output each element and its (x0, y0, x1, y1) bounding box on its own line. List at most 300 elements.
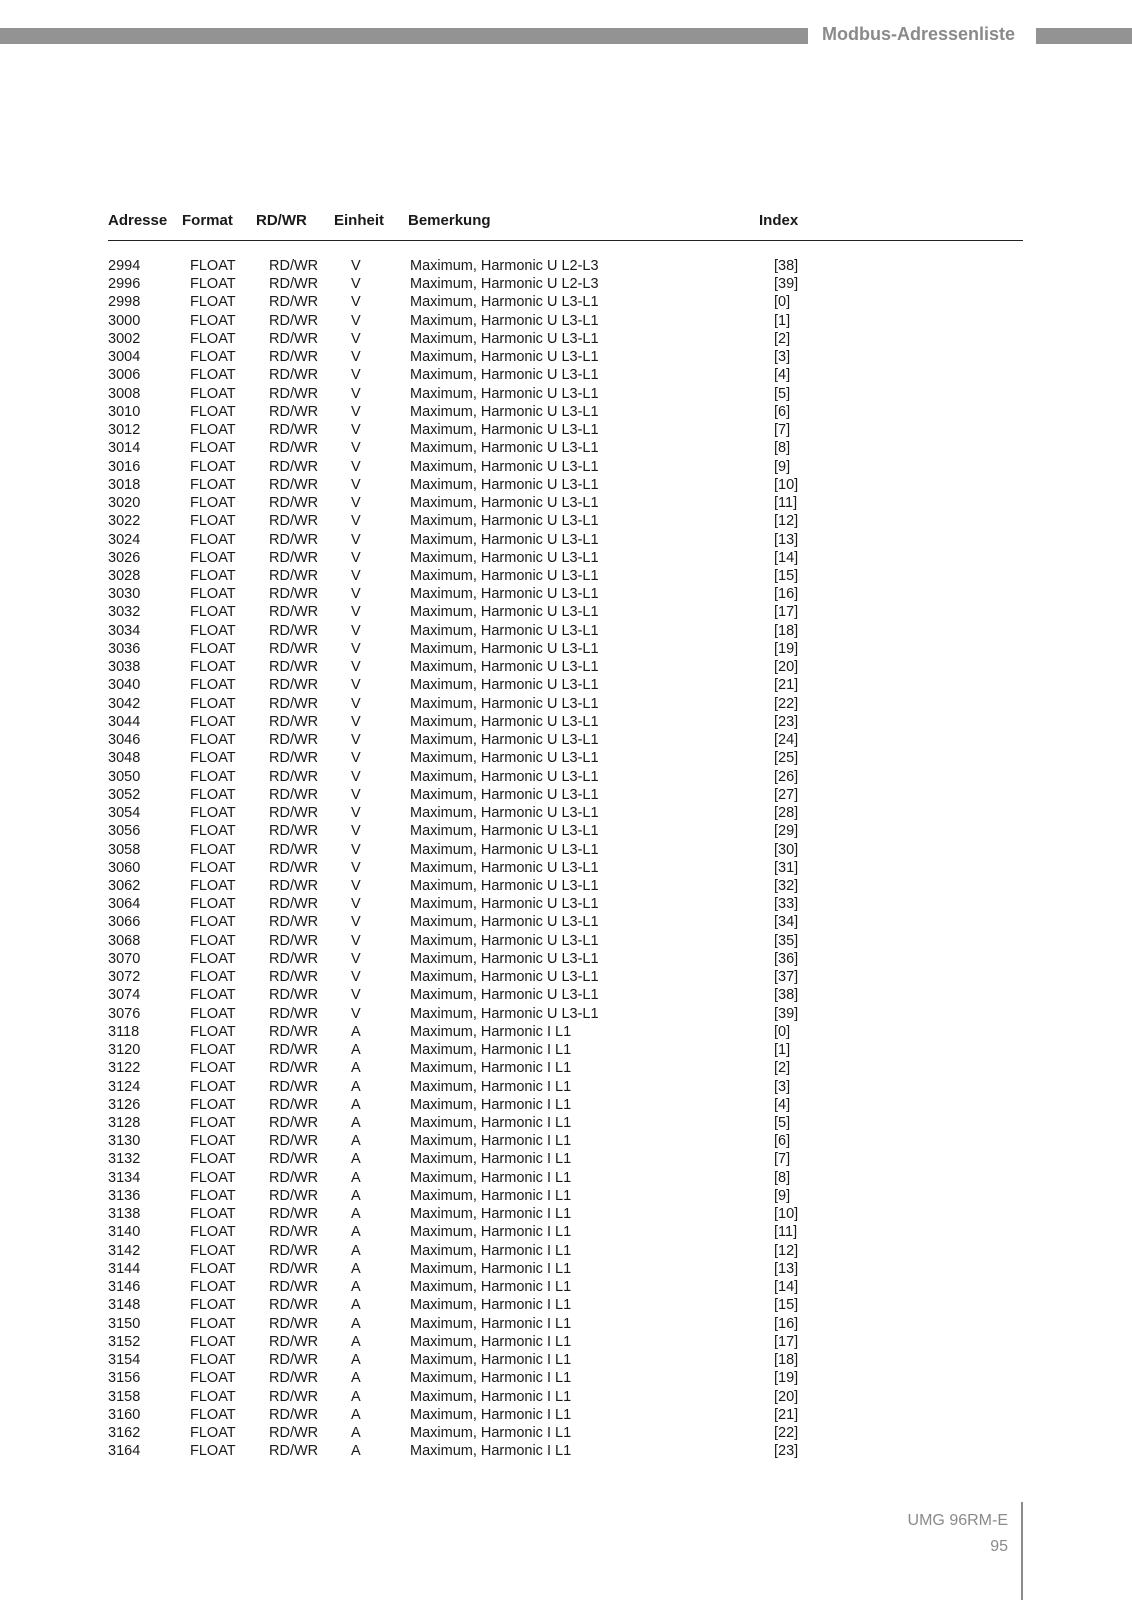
remark-cell: Maximum, Harmonic U L3-L1 (410, 513, 599, 530)
access-cell: RD/WR (269, 458, 319, 475)
access-cell: RD/WR (269, 1315, 319, 1332)
remark-cell: Maximum, Harmonic U L3-L1 (410, 403, 599, 420)
address-cell: 3044 (108, 713, 141, 730)
remark-cell: Maximum, Harmonic I L1 (410, 1279, 572, 1296)
index-cell: [1] (774, 312, 791, 329)
remark-cell: Maximum, Harmonic U L2-L3 (410, 258, 599, 274)
unit-cell: V (351, 987, 361, 1004)
unit-cell: V (351, 805, 361, 822)
remark-cell: Maximum, Harmonic U L3-L1 (410, 531, 599, 548)
unit-cell: V (351, 695, 361, 712)
address-cell: 3006 (108, 367, 141, 384)
format-cell: FLOAT (190, 1260, 236, 1277)
format-cell: FLOAT (190, 841, 236, 858)
remark-cell: Maximum, Harmonic I L1 (410, 1133, 572, 1150)
index-cell: [25] (774, 750, 799, 767)
unit-cell: A (351, 1224, 361, 1241)
access-cell: RD/WR (269, 1078, 319, 1095)
column-header-remark: Bemerkung (408, 212, 491, 229)
address-cell: 3164 (108, 1443, 141, 1460)
table-row (108, 1132, 1022, 1150)
format-cell: FLOAT (190, 567, 236, 584)
index-cell: [39] (774, 276, 799, 293)
address-cell: 3066 (108, 914, 141, 931)
index-cell: [22] (774, 695, 799, 712)
table-row (108, 1078, 1022, 1096)
access-cell: RD/WR (269, 950, 319, 967)
index-cell: [11] (774, 495, 798, 512)
format-cell: FLOAT (190, 969, 236, 986)
remark-cell: Maximum, Harmonic U L3-L1 (410, 367, 599, 384)
header-rule (108, 240, 1023, 241)
index-cell: [19] (774, 640, 799, 657)
access-cell: RD/WR (269, 258, 319, 274)
unit-cell: V (351, 932, 361, 949)
format-cell: FLOAT (190, 622, 236, 639)
remark-cell: Maximum, Harmonic U L3-L1 (410, 768, 599, 785)
unit-cell: V (351, 276, 361, 293)
table-row (108, 458, 1022, 476)
remark-cell: Maximum, Harmonic U L3-L1 (410, 622, 599, 639)
format-cell: FLOAT (190, 1206, 236, 1223)
remark-cell: Maximum, Harmonic U L3-L1 (410, 823, 599, 840)
unit-cell: A (351, 1078, 361, 1095)
access-cell: RD/WR (269, 1333, 319, 1350)
address-cell: 3052 (108, 786, 141, 803)
format-cell: FLOAT (190, 677, 236, 694)
table-row (108, 950, 1022, 968)
format-cell: FLOAT (190, 549, 236, 566)
table-row (108, 494, 1022, 512)
index-cell: [17] (774, 1333, 799, 1350)
access-cell: RD/WR (269, 1060, 319, 1077)
index-cell: [14] (774, 1279, 799, 1296)
unit-cell: V (351, 750, 361, 767)
address-cell: 3152 (108, 1333, 141, 1350)
index-cell: [8] (774, 1169, 791, 1186)
address-cell: 3150 (108, 1315, 141, 1332)
access-cell: RD/WR (269, 713, 319, 730)
table-row (108, 1351, 1022, 1369)
table-header (108, 212, 1022, 240)
table-row (108, 1096, 1022, 1114)
address-cell: 3038 (108, 659, 141, 676)
table-row (108, 1150, 1022, 1168)
access-cell: RD/WR (269, 495, 319, 512)
table-row (108, 403, 1022, 421)
index-cell: [5] (774, 1115, 791, 1132)
unit-cell: V (351, 385, 361, 402)
address-cell: 3034 (108, 622, 141, 639)
table-row (108, 841, 1022, 859)
remark-cell: Maximum, Harmonic I L1 (410, 1169, 572, 1186)
index-cell: [18] (774, 622, 799, 639)
table-row (108, 1424, 1022, 1442)
access-cell: RD/WR (269, 695, 319, 712)
table-row (108, 622, 1022, 640)
address-cell: 3158 (108, 1388, 141, 1405)
address-cell: 3002 (108, 330, 141, 347)
column-header-access: RD/WR (256, 212, 307, 229)
table-row (108, 1023, 1022, 1041)
unit-cell: A (351, 1133, 361, 1150)
unit-cell: V (351, 914, 361, 931)
unit-cell: V (351, 367, 361, 384)
address-cell: 3148 (108, 1297, 141, 1314)
access-cell: RD/WR (269, 1388, 319, 1405)
unit-cell: V (351, 622, 361, 639)
address-cell: 3014 (108, 440, 141, 457)
unit-cell: A (351, 1260, 361, 1277)
address-cell: 2994 (108, 258, 141, 274)
format-cell: FLOAT (190, 823, 236, 840)
format-cell: FLOAT (190, 932, 236, 949)
format-cell: FLOAT (190, 1169, 236, 1186)
index-cell: [6] (774, 403, 791, 420)
access-cell: RD/WR (269, 422, 319, 439)
index-cell: [23] (774, 1443, 799, 1460)
index-cell: [35] (774, 932, 799, 949)
access-cell: RD/WR (269, 403, 319, 420)
format-cell: FLOAT (190, 1023, 236, 1040)
unit-cell: V (351, 567, 361, 584)
access-cell: RD/WR (269, 349, 319, 366)
access-cell: RD/WR (269, 549, 319, 566)
access-cell: RD/WR (269, 1443, 319, 1460)
address-cell: 3136 (108, 1187, 141, 1204)
address-cell: 3022 (108, 513, 141, 530)
format-cell: FLOAT (190, 786, 236, 803)
access-cell: RD/WR (269, 1096, 319, 1113)
address-cell: 3046 (108, 732, 141, 749)
access-cell: RD/WR (269, 1169, 319, 1186)
table-row (108, 1114, 1022, 1132)
table-body (108, 257, 1022, 1460)
unit-cell: V (351, 549, 361, 566)
remark-cell: Maximum, Harmonic U L3-L1 (410, 330, 599, 347)
address-cell: 3008 (108, 385, 141, 402)
index-cell: [13] (774, 1260, 799, 1277)
table-row (108, 986, 1022, 1004)
access-cell: RD/WR (269, 805, 319, 822)
index-cell: [0] (774, 1023, 791, 1040)
header-bar-left (0, 28, 808, 44)
remark-cell: Maximum, Harmonic I L1 (410, 1297, 572, 1314)
index-cell: [38] (774, 987, 799, 1004)
address-cell: 3156 (108, 1370, 141, 1387)
unit-cell: V (351, 640, 361, 657)
remark-cell: Maximum, Harmonic U L3-L1 (410, 604, 599, 621)
table-row (108, 786, 1022, 804)
access-cell: RD/WR (269, 567, 319, 584)
index-cell: [11] (774, 1224, 798, 1241)
index-cell: [26] (774, 768, 799, 785)
unit-cell: V (351, 476, 361, 493)
address-cell: 3122 (108, 1060, 141, 1077)
table-row (108, 676, 1022, 694)
format-cell: FLOAT (190, 1115, 236, 1132)
address-cell: 3020 (108, 495, 141, 512)
address-cell: 3010 (108, 403, 141, 420)
table-row (108, 603, 1022, 621)
format-cell: FLOAT (190, 914, 236, 931)
index-cell: [32] (774, 877, 799, 894)
remark-cell: Maximum, Harmonic I L1 (410, 1242, 572, 1259)
table-row (108, 1388, 1022, 1406)
index-cell: [1] (774, 1042, 791, 1059)
index-cell: [10] (774, 476, 799, 493)
remark-cell: Maximum, Harmonic U L3-L1 (410, 950, 599, 967)
table-row (108, 877, 1022, 895)
table-row (108, 822, 1022, 840)
index-cell: [38] (774, 258, 799, 274)
address-cell: 3138 (108, 1206, 141, 1223)
table-row (108, 932, 1022, 950)
address-cell: 3074 (108, 987, 141, 1004)
index-cell: [2] (774, 330, 791, 347)
unit-cell: A (351, 1023, 361, 1040)
unit-cell: V (351, 440, 361, 457)
index-cell: [24] (774, 732, 799, 749)
format-cell: FLOAT (190, 458, 236, 475)
address-cell: 3154 (108, 1352, 141, 1369)
format-cell: FLOAT (190, 1042, 236, 1059)
unit-cell: V (351, 604, 361, 621)
table-row (108, 1442, 1022, 1460)
remark-cell: Maximum, Harmonic U L3-L1 (410, 440, 599, 457)
access-cell: RD/WR (269, 896, 319, 913)
table-row (108, 1223, 1022, 1241)
remark-cell: Maximum, Harmonic U L2-L3 (410, 276, 599, 293)
unit-cell: V (351, 732, 361, 749)
unit-cell: A (351, 1406, 361, 1423)
table-row (108, 257, 1022, 275)
index-cell: [20] (774, 1388, 799, 1405)
index-cell: [20] (774, 659, 799, 676)
address-cell: 3040 (108, 677, 141, 694)
unit-cell: V (351, 403, 361, 420)
table-row (108, 585, 1022, 603)
index-cell: [27] (774, 786, 799, 803)
table-row (108, 1278, 1022, 1296)
format-cell: FLOAT (190, 495, 236, 512)
index-cell: [37] (774, 969, 799, 986)
unit-cell: V (351, 877, 361, 894)
remark-cell: Maximum, Harmonic U L3-L1 (410, 422, 599, 439)
remark-cell: Maximum, Harmonic I L1 (410, 1187, 572, 1204)
unit-cell: V (351, 659, 361, 676)
index-cell: [6] (774, 1133, 791, 1150)
address-cell: 3004 (108, 349, 141, 366)
table-row (108, 1369, 1022, 1387)
remark-cell: Maximum, Harmonic U L3-L1 (410, 896, 599, 913)
address-cell: 3160 (108, 1406, 141, 1423)
remark-cell: Maximum, Harmonic U L3-L1 (410, 932, 599, 949)
access-cell: RD/WR (269, 1425, 319, 1441)
remark-cell: Maximum, Harmonic U L3-L1 (410, 495, 599, 512)
format-cell: FLOAT (190, 1388, 236, 1405)
address-cell: 3134 (108, 1169, 141, 1186)
table-row (108, 1296, 1022, 1314)
remark-cell: Maximum, Harmonic U L3-L1 (410, 841, 599, 858)
table-row (108, 1333, 1022, 1351)
access-cell: RD/WR (269, 440, 319, 457)
unit-cell: A (351, 1206, 361, 1223)
remark-cell: Maximum, Harmonic U L3-L1 (410, 349, 599, 366)
format-cell: FLOAT (190, 950, 236, 967)
address-cell: 3012 (108, 422, 141, 439)
format-cell: FLOAT (190, 604, 236, 621)
address-cell: 3132 (108, 1151, 141, 1168)
unit-cell: V (351, 495, 361, 512)
format-cell: FLOAT (190, 1333, 236, 1350)
unit-cell: A (351, 1443, 361, 1460)
format-cell: FLOAT (190, 713, 236, 730)
remark-cell: Maximum, Harmonic U L3-L1 (410, 786, 599, 803)
remark-cell: Maximum, Harmonic U L3-L1 (410, 805, 599, 822)
format-cell: FLOAT (190, 1443, 236, 1460)
unit-cell: V (351, 513, 361, 530)
index-cell: [23] (774, 713, 799, 730)
table-row (108, 567, 1022, 585)
index-cell: [14] (774, 549, 799, 566)
address-cell: 3048 (108, 750, 141, 767)
unit-cell: A (351, 1388, 361, 1405)
unit-cell: V (351, 768, 361, 785)
address-cell: 3144 (108, 1260, 141, 1277)
remark-cell: Maximum, Harmonic I L1 (410, 1425, 572, 1441)
unit-cell: V (351, 312, 361, 329)
remark-cell: Maximum, Harmonic U L3-L1 (410, 476, 599, 493)
access-cell: RD/WR (269, 969, 319, 986)
table-row (108, 1315, 1022, 1333)
access-cell: RD/WR (269, 586, 319, 603)
format-cell: FLOAT (190, 422, 236, 439)
unit-cell: V (351, 349, 361, 366)
header-bar-right (1036, 28, 1132, 44)
table-row (108, 859, 1022, 877)
access-cell: RD/WR (269, 312, 319, 329)
unit-cell: A (351, 1151, 361, 1168)
unit-cell: V (351, 458, 361, 475)
index-cell: [39] (774, 1005, 799, 1022)
column-header-format: Format (182, 212, 233, 229)
access-cell: RD/WR (269, 1115, 319, 1132)
remark-cell: Maximum, Harmonic U L3-L1 (410, 458, 599, 475)
address-cell: 2996 (108, 276, 141, 293)
access-cell: RD/WR (269, 294, 319, 311)
table-row (108, 1041, 1022, 1059)
table-row (108, 1059, 1022, 1077)
index-cell: [13] (774, 531, 799, 548)
unit-cell: A (351, 1042, 361, 1059)
table-row (108, 512, 1022, 530)
format-cell: FLOAT (190, 768, 236, 785)
format-cell: FLOAT (190, 1352, 236, 1369)
address-cell: 3018 (108, 476, 141, 493)
address-cell: 3036 (108, 640, 141, 657)
remark-cell: Maximum, Harmonic U L3-L1 (410, 385, 599, 402)
format-cell: FLOAT (190, 440, 236, 457)
index-cell: [16] (774, 1315, 799, 1332)
format-cell: FLOAT (190, 1133, 236, 1150)
table-row (108, 1260, 1022, 1278)
remark-cell: Maximum, Harmonic I L1 (410, 1370, 572, 1387)
format-cell: FLOAT (190, 1370, 236, 1387)
table-row (108, 549, 1022, 567)
page-number: 95 (990, 1538, 1008, 1555)
access-cell: RD/WR (269, 622, 319, 639)
index-cell: [2] (774, 1060, 791, 1077)
unit-cell: A (351, 1187, 361, 1204)
footer-model: UMG 96RM-E (907, 1512, 1008, 1529)
index-cell: [19] (774, 1370, 799, 1387)
index-cell: [30] (774, 841, 799, 858)
format-cell: FLOAT (190, 1315, 236, 1332)
format-cell: FLOAT (190, 1151, 236, 1168)
remark-cell: Maximum, Harmonic U L3-L1 (410, 695, 599, 712)
column-header-index: Index (759, 212, 799, 229)
format-cell: FLOAT (190, 877, 236, 894)
format-cell: FLOAT (190, 1078, 236, 1095)
unit-cell: V (351, 330, 361, 347)
unit-cell: A (351, 1370, 361, 1387)
access-cell: RD/WR (269, 476, 319, 493)
address-cell: 3028 (108, 567, 141, 584)
index-cell: [36] (774, 950, 799, 967)
remark-cell: Maximum, Harmonic I L1 (410, 1060, 572, 1077)
index-cell: [8] (774, 440, 791, 457)
unit-cell: A (351, 1333, 361, 1350)
access-cell: RD/WR (269, 640, 319, 657)
format-cell: FLOAT (190, 1242, 236, 1259)
address-cell: 3142 (108, 1242, 141, 1259)
index-cell: [4] (774, 1096, 791, 1113)
index-cell: [18] (774, 1352, 799, 1369)
format-cell: FLOAT (190, 1005, 236, 1022)
address-cell: 3120 (108, 1042, 141, 1059)
format-cell: FLOAT (190, 1425, 236, 1441)
access-cell: RD/WR (269, 1297, 319, 1314)
index-cell: [9] (774, 458, 791, 475)
remark-cell: Maximum, Harmonic U L3-L1 (410, 969, 599, 986)
unit-cell: A (351, 1297, 361, 1314)
remark-cell: Maximum, Harmonic I L1 (410, 1333, 572, 1350)
format-cell: FLOAT (190, 1187, 236, 1204)
address-cell: 3124 (108, 1078, 141, 1095)
address-cell: 3032 (108, 604, 141, 621)
format-cell: FLOAT (190, 640, 236, 657)
format-cell: FLOAT (190, 987, 236, 1004)
table-row (108, 968, 1022, 986)
index-cell: [7] (774, 1151, 791, 1168)
format-cell: FLOAT (190, 1096, 236, 1113)
table-row (108, 640, 1022, 658)
format-cell: FLOAT (190, 1406, 236, 1423)
unit-cell: V (351, 422, 361, 439)
table-row (108, 421, 1022, 439)
format-cell: FLOAT (190, 531, 236, 548)
access-cell: RD/WR (269, 732, 319, 749)
unit-cell: V (351, 586, 361, 603)
index-cell: [15] (774, 567, 799, 584)
table-row (108, 293, 1022, 311)
address-cell: 3162 (108, 1425, 141, 1441)
remark-cell: Maximum, Harmonic U L3-L1 (410, 586, 599, 603)
unit-cell: V (351, 294, 361, 311)
address-cell: 3026 (108, 549, 141, 566)
remark-cell: Maximum, Harmonic I L1 (410, 1406, 572, 1423)
